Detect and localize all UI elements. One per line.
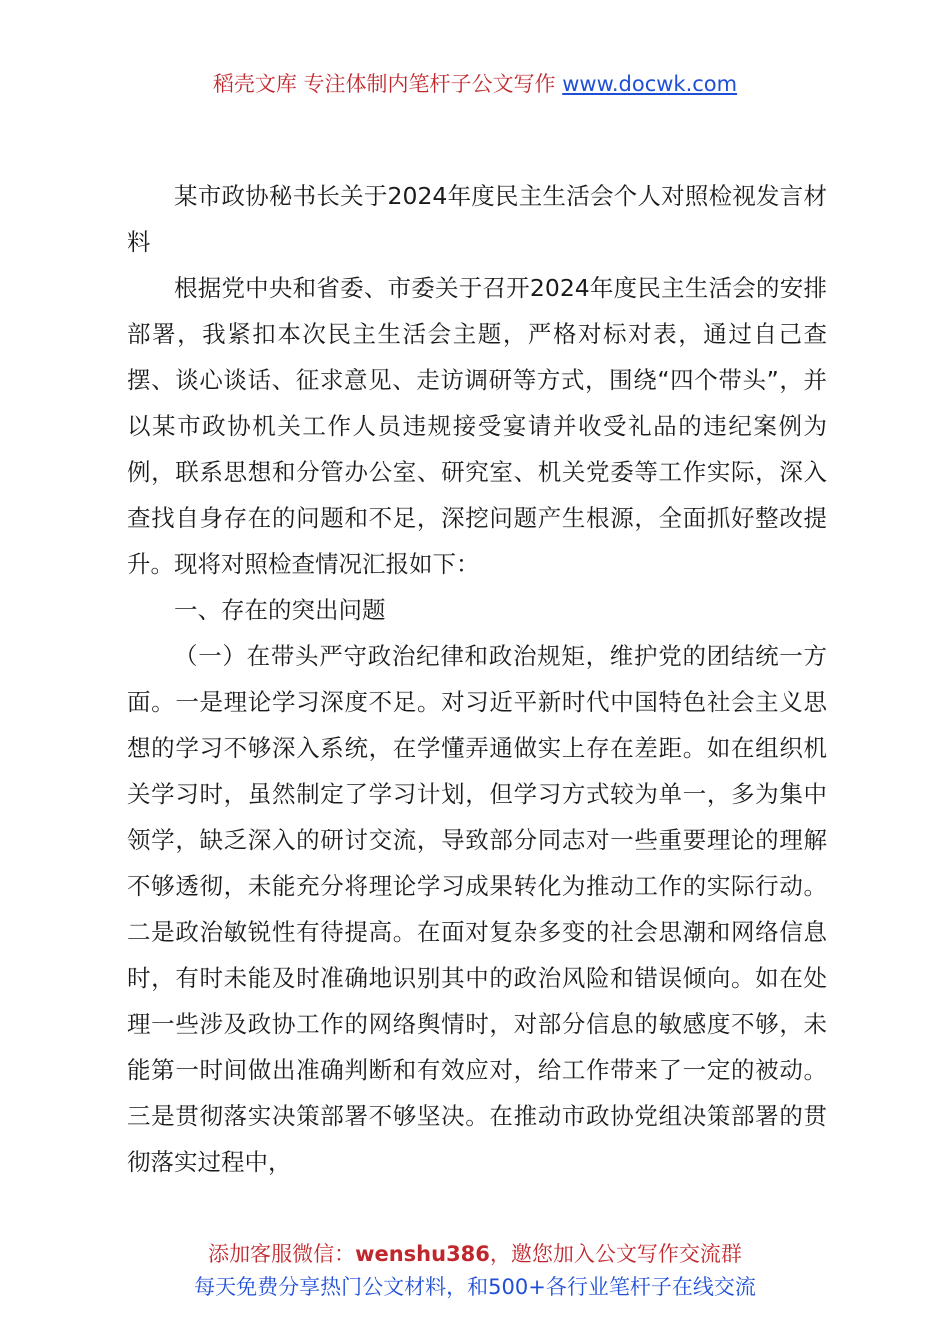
page-footer bbox=[0, 1238, 950, 1304]
footer-contact-line bbox=[0, 1238, 950, 1271]
document-body bbox=[127, 173, 827, 1185]
wechat-id: wenshu386 bbox=[355, 1242, 490, 1266]
footer-contact-suffix: ，邀您加入公文写作交流群 bbox=[489, 1242, 742, 1266]
document-title: 某市政协秘书长关于2024年度民主生活会个人对照检视发言材料 bbox=[127, 182, 827, 256]
footer-contact-prefix: 添加客服微信： bbox=[208, 1242, 356, 1266]
intro-paragraph: 根据党中央和省委、市委关于召开2024年度民主生活会的安排部署，我紧扣本次民主生活会主题，严格对标对表，通过自己查摆、谈心谈话、征求意见、走访调研等方式，围绕“四个带头”，并以某市政协机关工作人员违规接受宴请并收受礼品的违纪案例为例，联系思想和分管办公室、研究室、机关党委等工作实际，深入查找自身存在的问题和不足，深挖问题产生根源，全面抓好整改提升。现将对照检查情况汇报如下： bbox=[127, 274, 827, 578]
page-header bbox=[0, 68, 950, 100]
site-slogan: 稻壳文库 专注体制内笔杆子公文写作 bbox=[212, 72, 556, 96]
body-paragraph: （一）在带头严守政治纪律和政治规矩，维护党的团结统一方面。一是理论学习深度不足。对习近平新时代中国特色社会主义思想的学习不够深入系统，在学懂弄通做实上存在差距。如在组织机关学习时，虽然制定了学习计划，但学习方式较为单一，多为集中领学，缺乏深入的研讨交流，导致部分同志对一些重要理论的理解不够透彻，未能充分将理论学习成果转化为推动工作的实际行动。二是政治敏锐性有待提高。在面对复杂多变的社会思潮和网络信息时，有时未能及时准确地识别其中的政治风险和错误倾向。如在处理一些涉及政协工作的网络舆情时，对部分信息的敏感度不够，未能第一时间做出准确判断和有效应对，给工作带来了一定的被动。三是贯彻落实决策部署不够坚决。在推动市政协党组决策部署的贯彻落实过程中， bbox=[127, 642, 827, 1176]
site-url-link[interactable]: www.docwk.com bbox=[562, 72, 738, 96]
footer-promo-line: 每天免费分享热门公文材料，和500+各行业笔杆子在线交流 bbox=[194, 1275, 756, 1299]
section-heading: 一、存在的突出问题 bbox=[174, 596, 386, 624]
